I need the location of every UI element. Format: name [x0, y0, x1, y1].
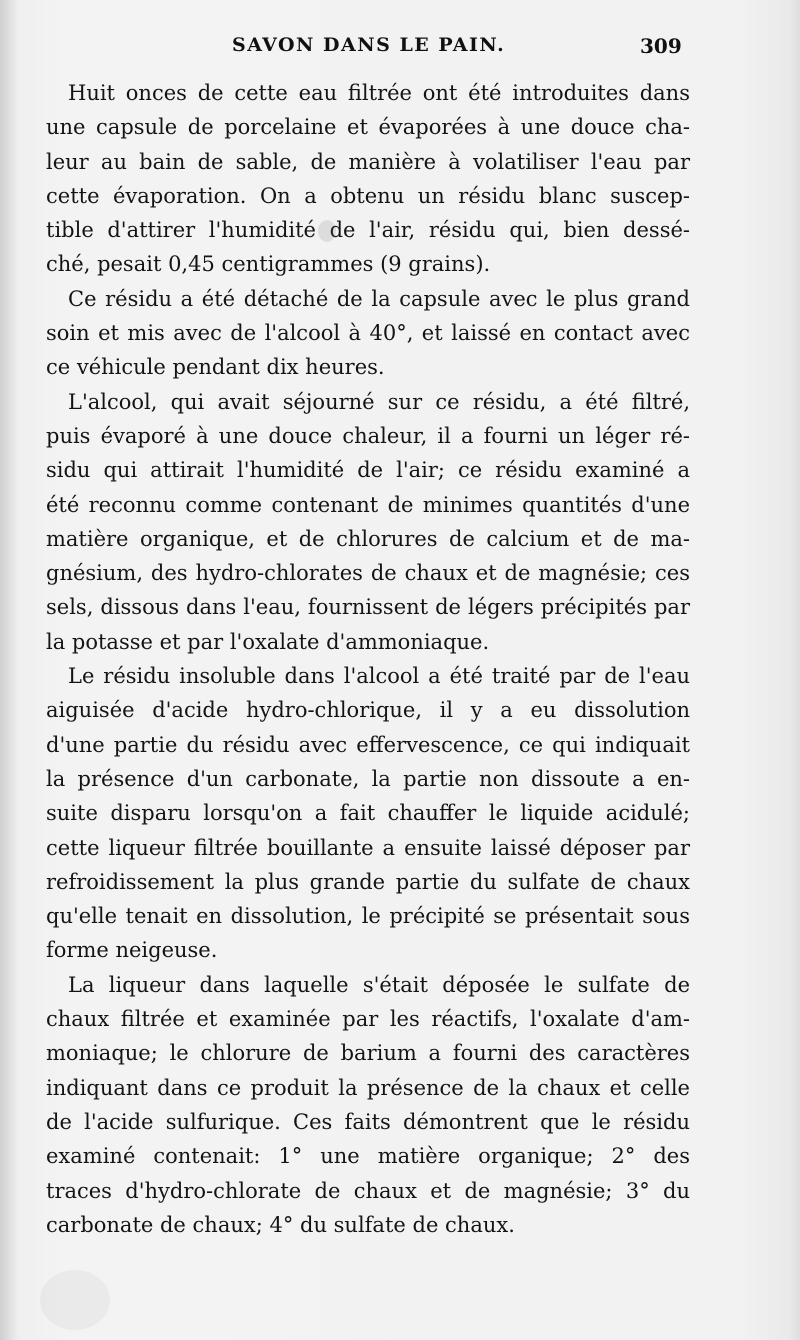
text-line: La liqueur dans laquelle s'était déposée le sulfate de — [68, 972, 690, 997]
paper-smudge — [318, 220, 336, 242]
text-line: Ce résidu a été détaché de la capsule avec le plus grand — [68, 286, 690, 311]
text-line: été reconnu comme contenant de minimes quantités d'une — [46, 492, 690, 517]
paragraph — [46, 282, 690, 385]
text-line: une capsule de porcelaine et évaporées à une douce cha- — [46, 115, 690, 140]
text-line: sels, dissous dans l'eau, fournissent de légers précipités par — [46, 595, 690, 620]
text-line: ché, pesait 0,45 centigrammes (9 grains). — [46, 252, 491, 277]
text-line: de l'acide sulfurique. Ces faits démontrent que le résidu — [46, 1109, 690, 1134]
text-line: indiquant dans ce produit la présence de la chaux et celle — [46, 1075, 690, 1100]
paragraph — [46, 659, 690, 968]
paragraph — [46, 385, 690, 659]
text-line: matière organique, et de chlorures de calcium et de ma- — [46, 526, 690, 551]
body-text — [46, 76, 690, 1242]
text-line: leur au bain de sable, de manière à volatiliser l'eau par — [46, 149, 690, 174]
text-line: forme neigeuse. — [46, 938, 218, 963]
paper-smudge — [40, 1270, 110, 1330]
page-number: 309 — [640, 34, 682, 58]
text-line: sidu qui attirait l'humidité de l'air; ce résidu examiné a — [46, 458, 690, 483]
text-line: soin et mis avec de l'alcool à 40°, et laissé en contact avec — [46, 321, 690, 346]
paragraph — [46, 968, 690, 1242]
text-line: chaux filtrée et examinée par les réactifs, l'oxalate d'am- — [46, 1007, 690, 1032]
text-line: cette liqueur filtrée bouillante a ensuite laissé déposer par — [46, 835, 690, 860]
text-line: cette évaporation. On a obtenu un résidu blanc suscep- — [46, 183, 690, 208]
text-line: Le résidu insoluble dans l'alcool a été traité par de l'eau — [68, 664, 690, 689]
text-line: L'alcool, qui avait séjourné sur ce résidu, a été filtré, — [68, 389, 690, 414]
text-line: carbonate de chaux; 4° du sulfate de chaux. — [46, 1212, 515, 1237]
text-line: aiguisée d'acide hydro-chlorique, il y a eu dissolution — [46, 698, 690, 723]
text-line: traces d'hydro-chlorate de chaux et de magnésie; 3° du — [46, 1178, 690, 1203]
text-line: moniaque; le chlorure de barium a fourni des caractères — [46, 1041, 690, 1066]
text-line: tible d'attirer l'humidité de l'air, résidu qui, bien dessé- — [46, 218, 690, 243]
text-line: gnésium, des hydro-chlorates de chaux et de magnésie; ces — [46, 561, 690, 586]
text-line: ce véhicule pendant dix heures. — [46, 355, 385, 380]
page-header — [0, 34, 800, 64]
text-line: la présence d'un carbonate, la partie non dissoute a en- — [46, 766, 690, 791]
text-line: la potasse et par l'oxalate d'ammoniaque. — [46, 629, 490, 654]
text-line: refroidissement la plus grande partie du sulfate de chaux — [46, 869, 690, 894]
text-line: puis évaporé à une douce chaleur, il a fourni un léger ré- — [46, 423, 690, 448]
text-line: qu'elle tenait en dissolution, le précipité se présentait sous — [46, 904, 690, 929]
text-line: Huit onces de cette eau filtrée ont été introduites dans — [68, 81, 690, 105]
text-line: d'une partie du résidu avec effervescence, ce qui indiquait — [46, 732, 690, 757]
running-title: SAVON DANS LE PAIN. — [232, 34, 506, 56]
text-line: suite disparu lorsqu'on a fait chauffer le liquide acidulé; — [46, 801, 690, 826]
text-line: examiné contenait: 1° une matière organique; 2° des — [46, 1144, 690, 1169]
paragraph — [46, 76, 690, 282]
